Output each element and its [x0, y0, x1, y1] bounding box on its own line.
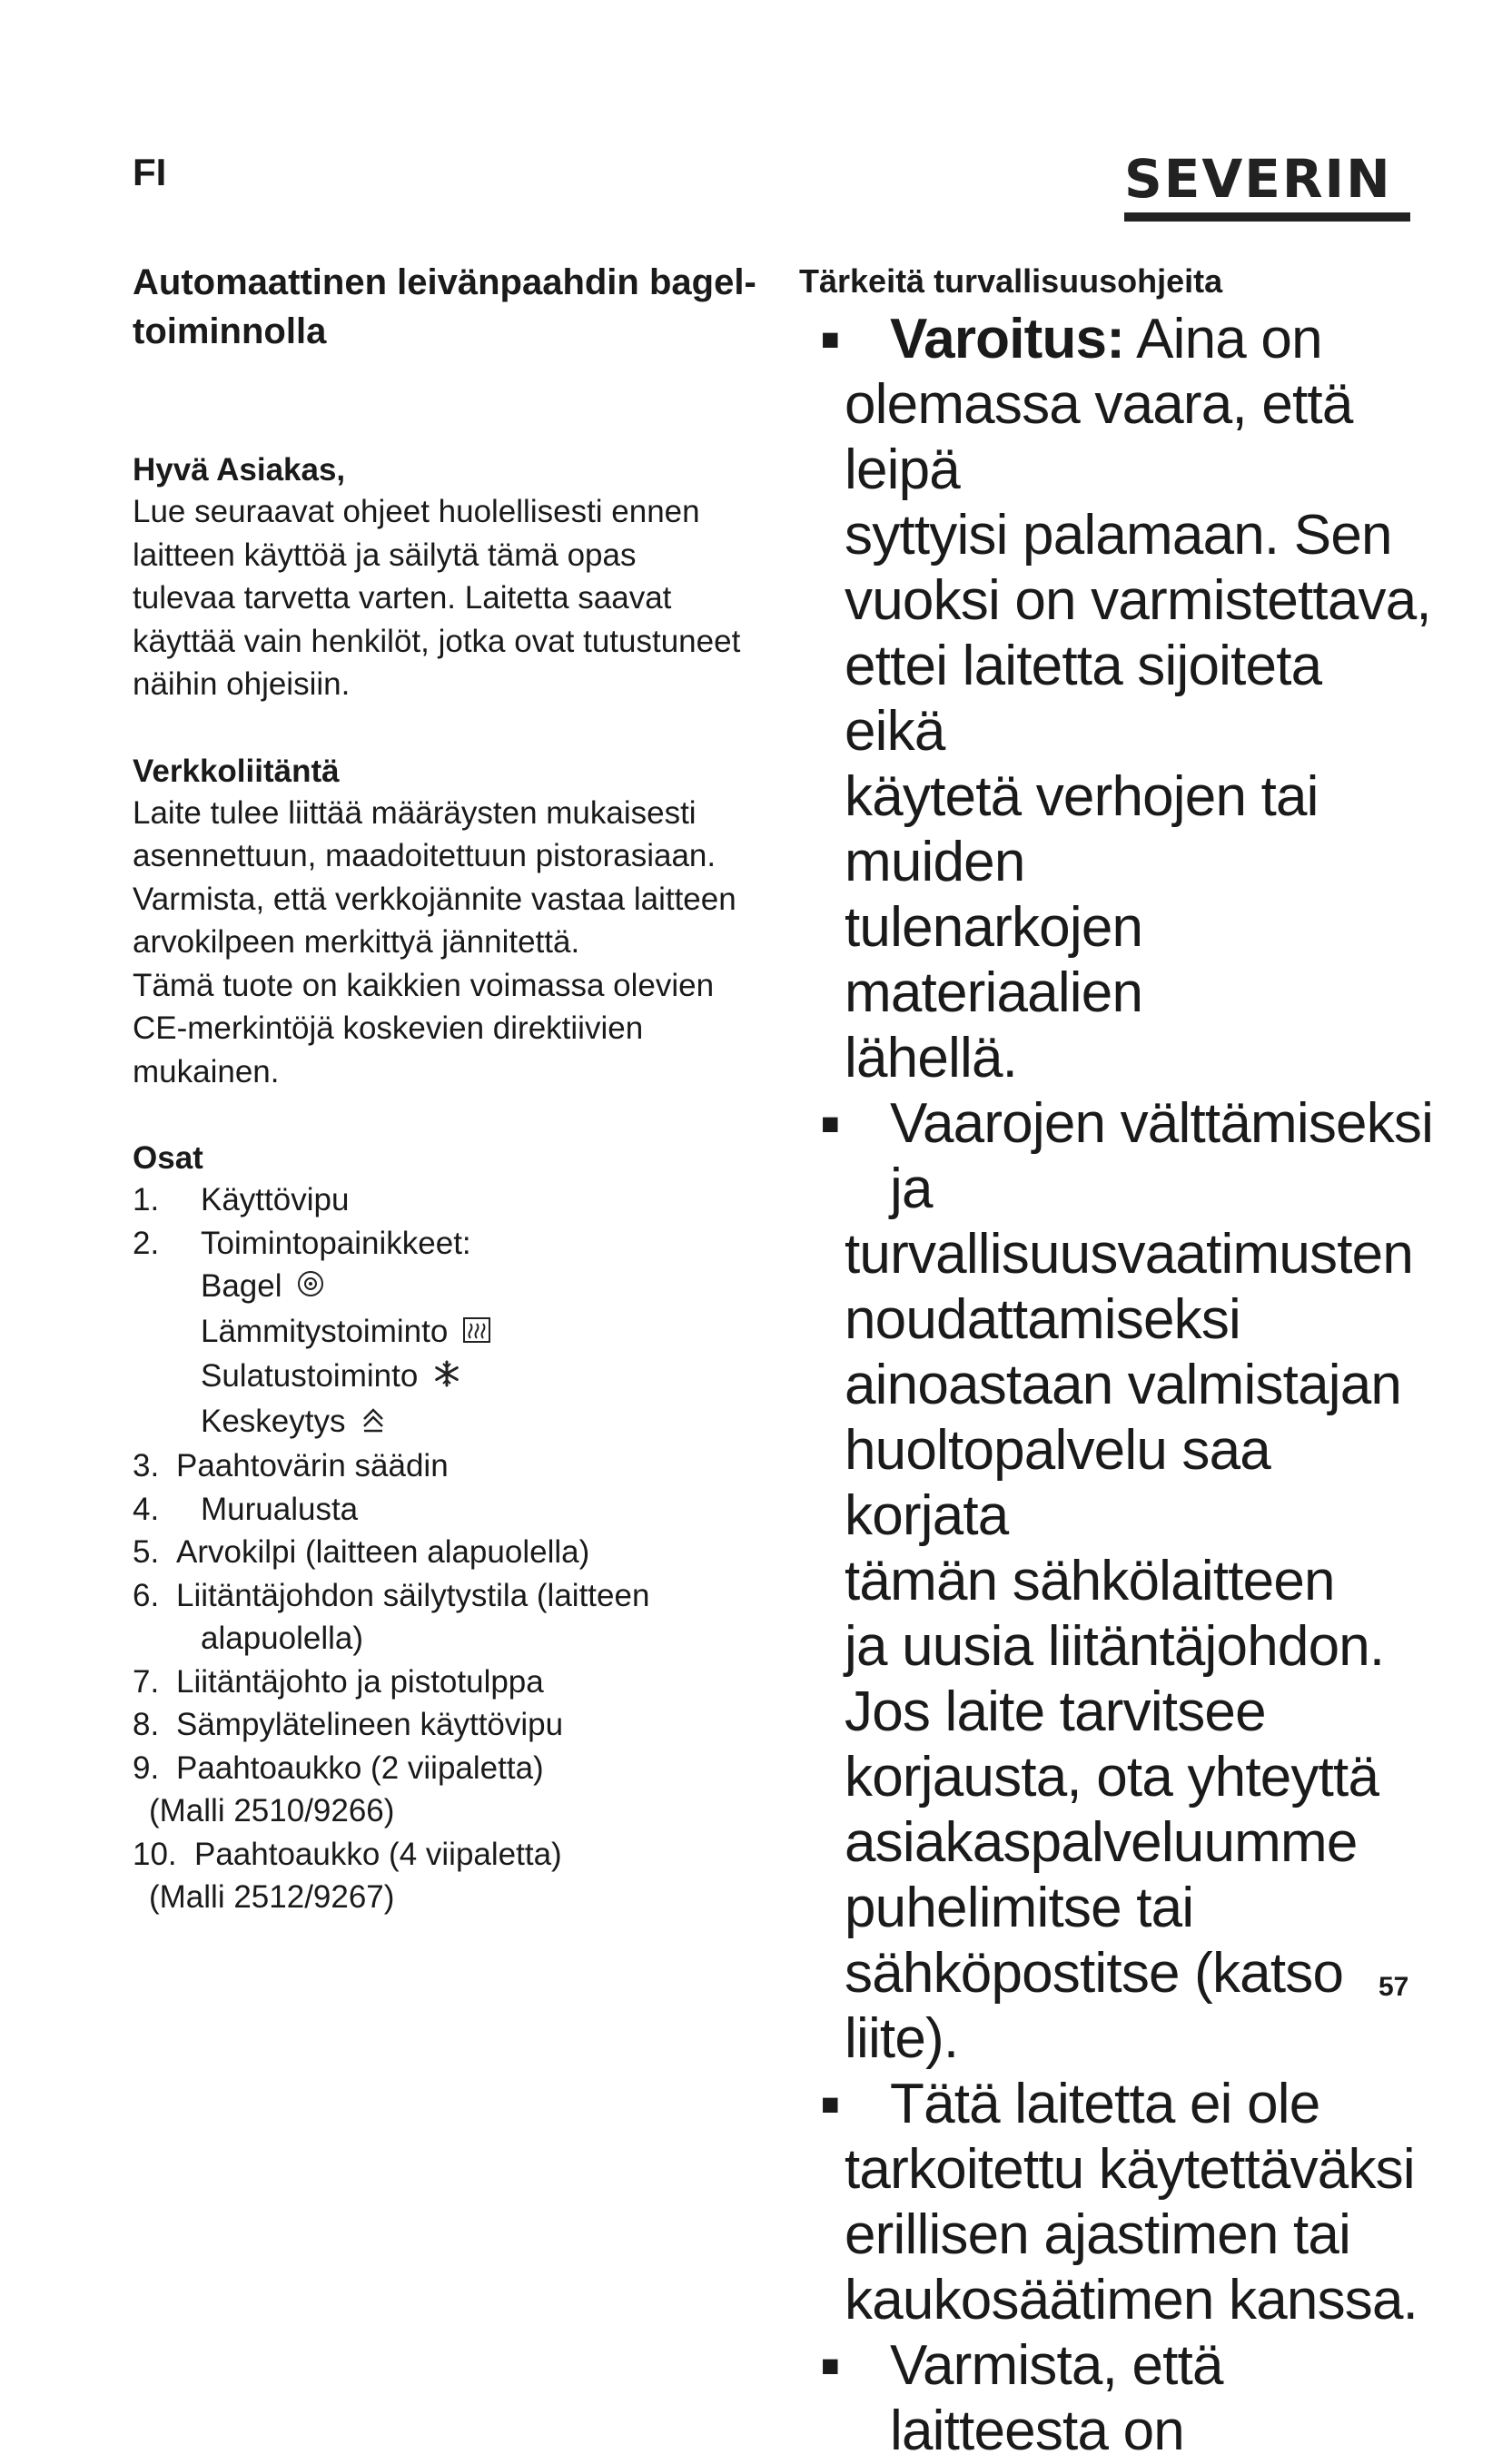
list-item: 9. Paahtoaukko (2 viipaletta) — [133, 1749, 544, 1786]
network-text: Laite tulee liittää määräysten mukaisesti asennettuun, maadoitettuun pistorasiaan. Varmista, että verkkojännite vastaa laitteen arvokilpeen merkittyä jännitettä. Tämä tuote on kaikkien voimassa olevien CE-merkintöjä koskevien direktiivien mukainen. — [133, 794, 736, 1089]
page-number: 57 — [1378, 1972, 1409, 2002]
cancel-icon — [360, 1402, 387, 1445]
list-item: 6. Liitäntäjohdon säilytystila (laitteen — [133, 1577, 650, 1613]
warming-icon — [462, 1312, 491, 1355]
bullet-icon: ■ — [821, 322, 839, 357]
logo-underline — [1124, 212, 1410, 222]
bagel-icon — [296, 1266, 325, 1310]
function-bagel: Bagel — [133, 1265, 768, 1310]
greeting-heading: Hyvä Asiakas, — [133, 452, 346, 488]
warning-3: ■ Tätä laitetta ei ole tarkoitettu käytettäväksi erillisen ajastimen tai kaukosäätimen kanssa. — [821, 2073, 1418, 2331]
list-item: 10. Paahtoaukko (4 viipaletta) — [133, 1836, 562, 1872]
list-item: 8. Sämpylätelineen käyttövipu — [133, 1707, 564, 1742]
list-item: 4. Murualusta — [133, 1491, 359, 1527]
safety-heading: Tärkeitä turvallisuusohjeita — [799, 262, 1223, 300]
warning-2: ■ Vaarojen välttämiseksi ja turvallisuusvaatimusten noudattamiseksi ainoastaan valmistajan huoltopalvelu saa korjata tämän sähkölaitteen ja uusia liitäntäjohdon. Jos laite tarvitsee korjausta, ota yhteyttä asiakaspalveluumme puhelimitse tai sähköpostitse (katso liite). — [821, 1092, 1434, 2070]
brand-name: SEVERIN — [1124, 148, 1392, 210]
list-item: 3. Paahtovärin säädin — [133, 1448, 449, 1483]
list-item: 1. Käyttövipu — [133, 1182, 350, 1217]
language-code: FI — [133, 151, 167, 193]
brand-logo — [1124, 148, 1415, 222]
function-defrost: Sulatustoiminto — [133, 1355, 768, 1400]
list-item-continuation: (Malli 2512/9267) — [149, 1879, 395, 1915]
parts-list — [133, 1178, 768, 1919]
right-column — [799, 261, 1435, 2464]
bullet-icon: ■ — [821, 1107, 839, 1141]
left-column — [133, 258, 768, 1919]
network-heading: Verkkoliitäntä — [133, 753, 340, 789]
parts-heading: Osat — [133, 1140, 203, 1176]
warning-4: ■ Varmista, että laitteesta on — [821, 2334, 1223, 2462]
list-item-continuation: (Malli 2510/9266) — [149, 1793, 395, 1828]
greeting-text: Lue seuraavat ohjeet huolellisesti ennen laitteen käyttöä ja säilytä tämä opas tulevaa tarvetta varten. Laitetta saavat käyttää vain henkilöt, jotka ovat tutustuneet näihin ohjeisiin. — [133, 494, 741, 702]
list-item: 7. Liitäntäjohto ja pistotulppa — [133, 1663, 544, 1700]
list-item: 2. Toimintopainikkeet: — [133, 1225, 471, 1261]
list-item-continuation: alapuolella) — [201, 1621, 364, 1656]
warning-1: ■ Varoitus: Aina on olemassa vaara, että leipä syttyisi palamaan. Sen vuoksi on varmistettava, ettei laitetta sijoiteta eikä käytetä verhojen tai muiden tulenarkojen materiaalien lähellä. — [821, 308, 1431, 1089]
function-cancel: Keskeytys — [133, 1400, 768, 1445]
bullet-icon: ■ — [821, 2087, 839, 2122]
function-warming: Lämmitystoiminto — [133, 1310, 768, 1355]
bullet-icon: ■ — [821, 2349, 839, 2383]
list-item: 5. Arvokilpi (laitteen alapuolella) — [133, 1534, 590, 1570]
document-title: Automaattinen leivänpaahdin bagel- toiminnolla — [133, 262, 756, 351]
defrost-icon — [432, 1356, 461, 1400]
